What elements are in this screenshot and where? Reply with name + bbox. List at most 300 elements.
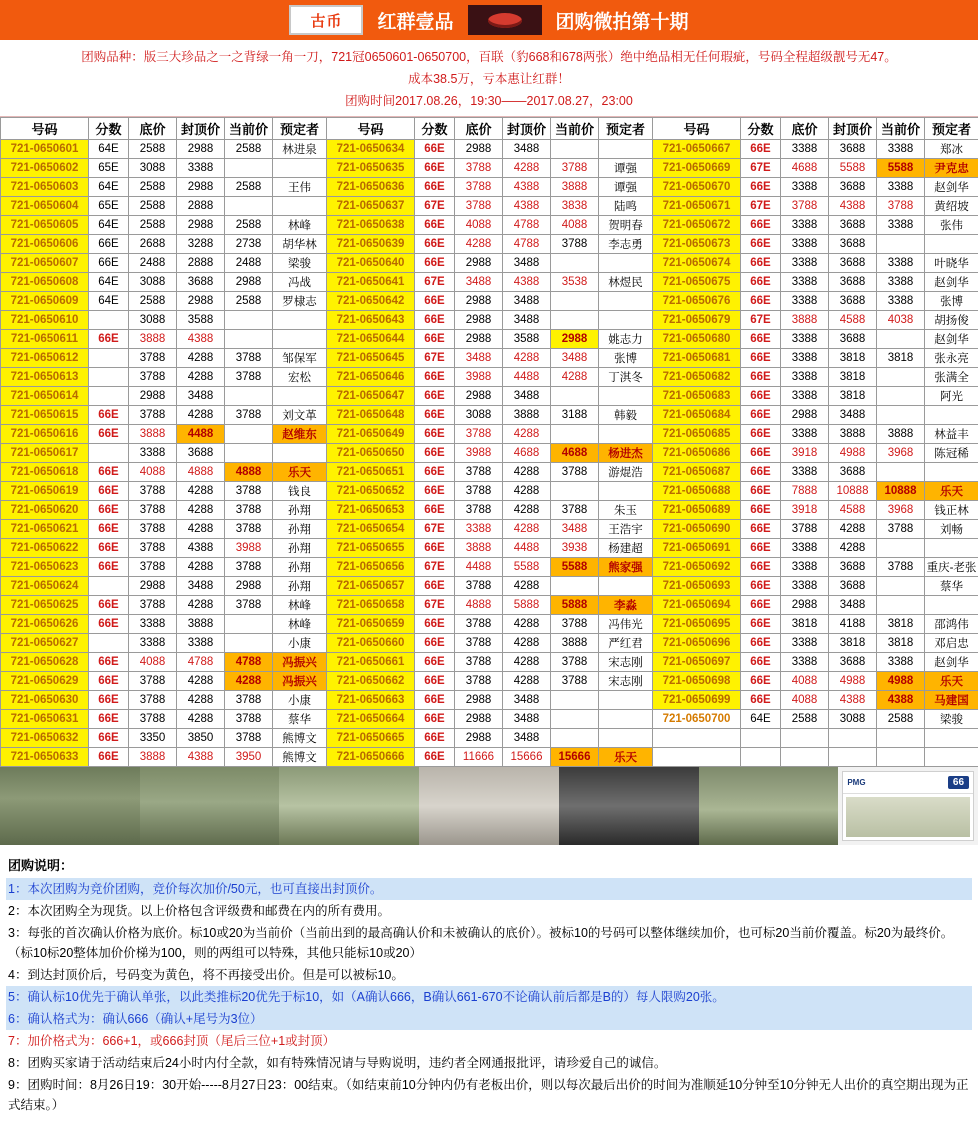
cell-current-price[interactable]: [551, 425, 599, 444]
cell-number[interactable]: 721-0650605: [1, 216, 89, 235]
cell-current-price[interactable]: 5588: [877, 159, 925, 178]
cell-bidder: 熊家强: [599, 558, 653, 577]
cell-current-price[interactable]: 5588: [551, 558, 599, 577]
cell-number[interactable]: 721-0650645: [327, 349, 415, 368]
cell-bidder: 冯振兴: [273, 653, 327, 672]
cell-current-price[interactable]: 3950: [225, 748, 273, 767]
cell-number[interactable]: 721-0650699: [653, 691, 741, 710]
cell-number[interactable]: 721-0650664: [327, 710, 415, 729]
cell-current-price[interactable]: [551, 691, 599, 710]
cell-score: 66E: [89, 691, 129, 710]
cell-current-price[interactable]: 4088: [551, 216, 599, 235]
cell-current-price[interactable]: 3788: [225, 368, 273, 387]
cell-current-price[interactable]: 3888: [551, 634, 599, 653]
cell-score: 66E: [741, 539, 781, 558]
cell-current-price[interactable]: 2988: [225, 577, 273, 596]
cell-number[interactable]: 721-0650696: [653, 634, 741, 653]
cell-score: [89, 444, 129, 463]
cell-current-price[interactable]: 3988: [225, 539, 273, 558]
cell-current-price[interactable]: 3388: [877, 254, 925, 273]
cell-current-price[interactable]: [551, 311, 599, 330]
cell-current-price[interactable]: 3788: [551, 501, 599, 520]
cell-bidder: 张博: [925, 292, 978, 311]
cell-current-price[interactable]: 3938: [551, 539, 599, 558]
cell-number[interactable]: 721-0650612: [1, 349, 89, 368]
cell-number[interactable]: 721-0650607: [1, 254, 89, 273]
cell-number[interactable]: 721-0650642: [327, 292, 415, 311]
cell-cap-price: 3288: [177, 235, 225, 254]
notes-section: [0, 845, 978, 1126]
cell-base-price: 3788: [455, 178, 503, 197]
cell-current-price[interactable]: [551, 140, 599, 159]
cell-number[interactable]: 721-0650626: [1, 615, 89, 634]
cell-current-price[interactable]: 4288: [225, 672, 273, 691]
cell-current-price[interactable]: 3818: [877, 634, 925, 653]
cell-current-price[interactable]: 3788: [551, 672, 599, 691]
cell-base-price: 7888: [781, 482, 829, 501]
cell-base-price: 3388: [781, 216, 829, 235]
col-base-3: 底价: [781, 118, 829, 140]
cell-number[interactable]: 721-0650654: [327, 520, 415, 539]
cell-cap-price: 4288: [503, 615, 551, 634]
cell-cap-price: 4388: [177, 539, 225, 558]
cell-current-price[interactable]: [225, 197, 273, 216]
table-row: [1, 539, 978, 558]
cell-current-price[interactable]: 3788: [225, 710, 273, 729]
table-row: [1, 292, 978, 311]
table-row: [1, 729, 978, 748]
cell-current-price[interactable]: 10888: [877, 482, 925, 501]
cell-current-price[interactable]: 3818: [877, 349, 925, 368]
cell-number[interactable]: 721-0650671: [653, 197, 741, 216]
cell-current-price[interactable]: 3788: [551, 235, 599, 254]
cell-current-price[interactable]: 3788: [225, 729, 273, 748]
cell-number[interactable]: 721-0650673: [653, 235, 741, 254]
cell-score: 66E: [741, 501, 781, 520]
cell-number[interactable]: 721-0650623: [1, 558, 89, 577]
cell-current-price[interactable]: 3788: [551, 463, 599, 482]
cell-number[interactable]: 721-0650659: [327, 615, 415, 634]
cell-current-price[interactable]: 4388: [877, 691, 925, 710]
cell-number[interactable]: 721-0650644: [327, 330, 415, 349]
cell-number[interactable]: 721-0650620: [1, 501, 89, 520]
cell-number[interactable]: 721-0650657: [327, 577, 415, 596]
intro-line-1: 团购品种：版三大珍品之一之背绿一角一刀，721冠0650601-0650700，百联（豹668和678两张）绝中绝品相无任何瑕疵，号码全程超级靓号无47。: [0, 46, 978, 68]
cell-current-price[interactable]: 2488: [225, 254, 273, 273]
cell-number[interactable]: 721-0650658: [327, 596, 415, 615]
cell-current-price[interactable]: 3888: [551, 178, 599, 197]
cell-number[interactable]: 721-0650689: [653, 501, 741, 520]
cell-bidder: 邵鸿伟: [925, 615, 978, 634]
cell-current-price[interactable]: [551, 254, 599, 273]
cell-score: 66E: [415, 387, 455, 406]
col-cap-1: 封顶价: [177, 118, 225, 140]
cell-current-price[interactable]: 3788: [877, 520, 925, 539]
cell-current-price[interactable]: [225, 387, 273, 406]
cell-cap-price: 3488: [829, 406, 877, 425]
cell-number[interactable]: 721-0650688: [653, 482, 741, 501]
cell-current-price[interactable]: 4688: [551, 444, 599, 463]
cell-number[interactable]: 721-0650653: [327, 501, 415, 520]
cell-bidder: 杨建超: [599, 539, 653, 558]
cell-cap-price: 3688: [829, 235, 877, 254]
table-row: [1, 520, 978, 539]
cell-number[interactable]: 721-0650652: [327, 482, 415, 501]
cell-number[interactable]: 721-0650691: [653, 539, 741, 558]
cell-current-price[interactable]: 2988: [551, 330, 599, 349]
cell-current-price[interactable]: [225, 425, 273, 444]
cell-base-price: 2988: [455, 311, 503, 330]
cell-number[interactable]: 721-0650625: [1, 596, 89, 615]
cell-current-price[interactable]: [551, 729, 599, 748]
cell-cap-price: 4388: [177, 748, 225, 767]
cell-cap-price: 4488: [177, 425, 225, 444]
cell-current-price[interactable]: 3388: [877, 216, 925, 235]
cell-number[interactable]: 721-0650602: [1, 159, 89, 178]
cell-current-price[interactable]: 3788: [225, 501, 273, 520]
cell-number[interactable]: 721-0650603: [1, 178, 89, 197]
cell-current-price[interactable]: 3788: [551, 159, 599, 178]
cell-bidder: 林煜民: [599, 273, 653, 292]
cell-cap-price: 3488: [503, 254, 551, 273]
cell-base-price: 3788: [129, 368, 177, 387]
cell-current-price[interactable]: 4988: [877, 672, 925, 691]
cell-current-price[interactable]: 3788: [551, 653, 599, 672]
cell-current-price[interactable]: 3788: [225, 482, 273, 501]
empty-cell: [781, 748, 829, 767]
cell-current-price[interactable]: [877, 330, 925, 349]
cell-current-price[interactable]: 3968: [877, 501, 925, 520]
cell-current-price[interactable]: 2988: [225, 273, 273, 292]
cell-score: 66E: [415, 254, 455, 273]
cell-current-price[interactable]: 4888: [225, 463, 273, 482]
cell-current-price[interactable]: 3388: [877, 178, 925, 197]
cell-cap-price: 2988: [177, 178, 225, 197]
cell-current-price[interactable]: 3788: [225, 406, 273, 425]
cell-score: 66E: [415, 406, 455, 425]
cell-number[interactable]: 721-0650613: [1, 368, 89, 387]
cell-number[interactable]: 721-0650635: [327, 159, 415, 178]
cell-number[interactable]: 721-0650667: [653, 140, 741, 159]
cell-bidder: 刘文革: [273, 406, 327, 425]
cell-number[interactable]: 721-0650666: [327, 748, 415, 767]
cell-base-price: 3488: [455, 273, 503, 292]
table-row: [1, 387, 978, 406]
cell-current-price[interactable]: 3788: [225, 691, 273, 710]
cell-number[interactable]: 721-0650665: [327, 729, 415, 748]
cell-bidder: [599, 710, 653, 729]
cell-current-price[interactable]: 3488: [551, 520, 599, 539]
cell-current-price[interactable]: 3188: [551, 406, 599, 425]
cell-number[interactable]: 721-0650651: [327, 463, 415, 482]
cell-current-price[interactable]: 3788: [225, 349, 273, 368]
cell-number[interactable]: 721-0650618: [1, 463, 89, 482]
cell-current-price[interactable]: [225, 615, 273, 634]
cell-number[interactable]: 721-0650616: [1, 425, 89, 444]
cell-number[interactable]: 721-0650647: [327, 387, 415, 406]
cell-number[interactable]: 721-0650601: [1, 140, 89, 159]
cell-number[interactable]: 721-0650669: [653, 159, 741, 178]
cell-cap-price: 3688: [177, 273, 225, 292]
cell-base-price: 2988: [455, 691, 503, 710]
cell-number[interactable]: 721-0650614: [1, 387, 89, 406]
cell-number[interactable]: 721-0650649: [327, 425, 415, 444]
cell-base-price: 3788: [455, 482, 503, 501]
table-row: [1, 254, 978, 273]
cell-number[interactable]: 721-0650622: [1, 539, 89, 558]
cell-cap-price: 3688: [829, 216, 877, 235]
cell-number[interactable]: 721-0650686: [653, 444, 741, 463]
cell-current-price[interactable]: [225, 634, 273, 653]
cell-score: 66E: [89, 615, 129, 634]
cell-current-price[interactable]: 2738: [225, 235, 273, 254]
cell-number[interactable]: 721-0650683: [653, 387, 741, 406]
cell-number[interactable]: 721-0650604: [1, 197, 89, 216]
cell-base-price: 3388: [781, 178, 829, 197]
cell-base-price: 4888: [455, 596, 503, 615]
cell-number[interactable]: 721-0650619: [1, 482, 89, 501]
cell-number[interactable]: 721-0650630: [1, 691, 89, 710]
cell-bidder: 刘畅: [925, 520, 978, 539]
cell-number[interactable]: 721-0650606: [1, 235, 89, 254]
cell-number[interactable]: 721-0650627: [1, 634, 89, 653]
cell-current-price[interactable]: [877, 463, 925, 482]
cell-number[interactable]: 721-0650655: [327, 539, 415, 558]
cell-current-price[interactable]: 3818: [877, 615, 925, 634]
cell-number[interactable]: 721-0650687: [653, 463, 741, 482]
cell-number[interactable]: 721-0650639: [327, 235, 415, 254]
photo-banknote-dark: [559, 767, 699, 845]
cell-number[interactable]: 721-0650641: [327, 273, 415, 292]
cell-number[interactable]: 721-0650662: [327, 672, 415, 691]
cell-score: 66E: [89, 254, 129, 273]
cell-number[interactable]: 721-0650672: [653, 216, 741, 235]
cell-base-price: 3988: [455, 444, 503, 463]
cell-current-price[interactable]: 3788: [877, 197, 925, 216]
cell-number[interactable]: 721-0650685: [653, 425, 741, 444]
cell-number[interactable]: 721-0650661: [327, 653, 415, 672]
table-row: [1, 235, 978, 254]
cell-bidder: [599, 140, 653, 159]
cell-score: 66E: [741, 653, 781, 672]
cell-number[interactable]: 721-0650637: [327, 197, 415, 216]
cell-number[interactable]: 721-0650656: [327, 558, 415, 577]
photo-banknote-front: [0, 767, 140, 845]
cell-current-price[interactable]: 3968: [877, 444, 925, 463]
cell-number[interactable]: 721-0650636: [327, 178, 415, 197]
cell-cap-price: 3818: [829, 368, 877, 387]
cell-number[interactable]: 721-0650690: [653, 520, 741, 539]
cell-number[interactable]: 721-0650638: [327, 216, 415, 235]
cell-base-price: 2988: [455, 710, 503, 729]
cell-current-price[interactable]: 2588: [225, 292, 273, 311]
cell-current-price[interactable]: 3388: [877, 292, 925, 311]
shop-logo: 古币: [289, 5, 363, 35]
cell-current-price[interactable]: 4288: [551, 368, 599, 387]
cell-bidder: 林峰: [273, 216, 327, 235]
table-row: [1, 596, 978, 615]
col-score-1: 分数: [89, 118, 129, 140]
cell-base-price: 2988: [129, 577, 177, 596]
cell-base-price: 3388: [781, 292, 829, 311]
cell-cap-price: 4288: [503, 520, 551, 539]
cell-current-price[interactable]: [877, 368, 925, 387]
cell-cap-price: 5888: [503, 596, 551, 615]
cell-number[interactable]: 721-0650675: [653, 273, 741, 292]
cell-cap-price: 3488: [503, 140, 551, 159]
cell-current-price[interactable]: 3788: [225, 558, 273, 577]
cell-current-price[interactable]: 4788: [225, 653, 273, 672]
cell-cap-price: 3688: [177, 444, 225, 463]
cell-number[interactable]: 721-0650609: [1, 292, 89, 311]
cell-number[interactable]: 721-0650682: [653, 368, 741, 387]
cell-number[interactable]: 721-0650633: [1, 748, 89, 767]
cell-current-price[interactable]: 3788: [225, 596, 273, 615]
cell-cap-price: 3488: [503, 387, 551, 406]
cell-bidder: 宋志刚: [599, 672, 653, 691]
cell-current-price[interactable]: [551, 387, 599, 406]
cell-bidder: 乐天: [925, 482, 978, 501]
cell-current-price[interactable]: 3788: [225, 520, 273, 539]
cell-current-price[interactable]: 2588: [225, 216, 273, 235]
cell-number[interactable]: 721-0650634: [327, 140, 415, 159]
cell-current-price[interactable]: [225, 330, 273, 349]
cell-current-price[interactable]: [225, 159, 273, 178]
cell-number[interactable]: 721-0650663: [327, 691, 415, 710]
cell-cap-price: 4288: [503, 349, 551, 368]
cell-number[interactable]: 721-0650632: [1, 729, 89, 748]
cell-number[interactable]: 721-0650643: [327, 311, 415, 330]
cell-current-price[interactable]: [551, 482, 599, 501]
cell-score: 66E: [415, 178, 455, 197]
cell-number[interactable]: 721-0650629: [1, 672, 89, 691]
cell-bidder: 谭强: [599, 159, 653, 178]
cell-current-price[interactable]: [551, 710, 599, 729]
cell-number[interactable]: 721-0650617: [1, 444, 89, 463]
cell-cap-price: 4388: [829, 691, 877, 710]
cell-number[interactable]: 721-0650660: [327, 634, 415, 653]
cell-base-price: 3388: [781, 653, 829, 672]
cell-number[interactable]: 721-0650610: [1, 311, 89, 330]
cell-base-price: 3388: [781, 387, 829, 406]
cell-current-price[interactable]: [225, 311, 273, 330]
cell-current-price[interactable]: 3538: [551, 273, 599, 292]
cell-current-price[interactable]: 2588: [877, 710, 925, 729]
cell-number[interactable]: 721-0650680: [653, 330, 741, 349]
table-row: [1, 558, 978, 577]
photo-strip: [0, 767, 978, 845]
cell-base-price: 3988: [455, 368, 503, 387]
cell-number[interactable]: 721-0650695: [653, 615, 741, 634]
cell-number[interactable]: 721-0650648: [327, 406, 415, 425]
cell-score: 66E: [741, 634, 781, 653]
cell-number[interactable]: 721-0650628: [1, 653, 89, 672]
cell-number[interactable]: 721-0650679: [653, 311, 741, 330]
cell-current-price[interactable]: 3788: [551, 615, 599, 634]
cell-number[interactable]: 721-0650670: [653, 178, 741, 197]
cell-number[interactable]: 721-0650621: [1, 520, 89, 539]
col-number-1: 号码: [1, 118, 89, 140]
cell-number[interactable]: 721-0650681: [653, 349, 741, 368]
cell-number[interactable]: 721-0650692: [653, 558, 741, 577]
cell-number[interactable]: 721-0650694: [653, 596, 741, 615]
cell-number[interactable]: 721-0650697: [653, 653, 741, 672]
empty-cell: [925, 729, 978, 748]
cell-current-price[interactable]: [877, 539, 925, 558]
cell-cap-price: 2988: [177, 140, 225, 159]
cell-current-price[interactable]: 15666: [551, 748, 599, 767]
cell-current-price[interactable]: [877, 387, 925, 406]
cell-number[interactable]: 721-0650650: [327, 444, 415, 463]
cell-number[interactable]: 721-0650615: [1, 406, 89, 425]
cell-current-price[interactable]: 3488: [551, 349, 599, 368]
cell-base-price: 3888: [781, 311, 829, 330]
cell-current-price[interactable]: 2588: [225, 140, 273, 159]
cell-number[interactable]: 721-0650640: [327, 254, 415, 273]
cell-current-price[interactable]: 3388: [877, 273, 925, 292]
cell-number[interactable]: 721-0650624: [1, 577, 89, 596]
cell-base-price: 2588: [129, 216, 177, 235]
cell-number[interactable]: 721-0650676: [653, 292, 741, 311]
cell-current-price[interactable]: [877, 406, 925, 425]
cell-cap-price: 3588: [503, 330, 551, 349]
cell-number[interactable]: 721-0650684: [653, 406, 741, 425]
table-header-row: [1, 118, 978, 140]
cell-cap-price: 4488: [503, 539, 551, 558]
cell-current-price[interactable]: 3838: [551, 197, 599, 216]
cell-cap-price: 4288: [503, 159, 551, 178]
cell-current-price[interactable]: [551, 292, 599, 311]
cell-current-price[interactable]: [225, 444, 273, 463]
cell-bidder: 孙翔: [273, 539, 327, 558]
cell-number[interactable]: 721-0650700: [653, 710, 741, 729]
table-row: [1, 406, 978, 425]
cell-bidder: [273, 444, 327, 463]
cell-score: 64E: [89, 178, 129, 197]
cell-number[interactable]: 721-0650693: [653, 577, 741, 596]
cell-number[interactable]: 721-0650608: [1, 273, 89, 292]
cell-current-price[interactable]: 5888: [551, 596, 599, 615]
table-row: [1, 634, 978, 653]
cell-cap-price: 3688: [829, 140, 877, 159]
cell-base-price: 3388: [781, 254, 829, 273]
cell-number[interactable]: 721-0650674: [653, 254, 741, 273]
cell-number[interactable]: 721-0650646: [327, 368, 415, 387]
cell-cap-price: 4188: [829, 615, 877, 634]
cell-bidder: 赵剑华: [925, 653, 978, 672]
cell-number[interactable]: 721-0650698: [653, 672, 741, 691]
cell-current-price[interactable]: [877, 235, 925, 254]
cell-cap-price: 3488: [829, 596, 877, 615]
cell-cap-price: 4288: [503, 425, 551, 444]
cell-current-price[interactable]: 3388: [877, 653, 925, 672]
cell-current-price[interactable]: 2588: [225, 178, 273, 197]
cell-current-price[interactable]: [877, 596, 925, 615]
cell-score: 66E: [89, 748, 129, 767]
cell-number[interactable]: 721-0650611: [1, 330, 89, 349]
note-line: 1：本次团购为竞价团购，竞价每次加价/50元，也可直接出封顶价。: [6, 878, 972, 900]
cell-current-price[interactable]: [551, 577, 599, 596]
cell-current-price[interactable]: 3388: [877, 140, 925, 159]
cell-base-price: 2988: [455, 330, 503, 349]
cell-bidder: 林峰: [273, 615, 327, 634]
cell-current-price[interactable]: [877, 577, 925, 596]
cell-current-price[interactable]: 3788: [877, 558, 925, 577]
cell-current-price[interactable]: 4038: [877, 311, 925, 330]
cell-cap-price: 3888: [503, 406, 551, 425]
cell-current-price[interactable]: 3888: [877, 425, 925, 444]
cell-number[interactable]: 721-0650631: [1, 710, 89, 729]
